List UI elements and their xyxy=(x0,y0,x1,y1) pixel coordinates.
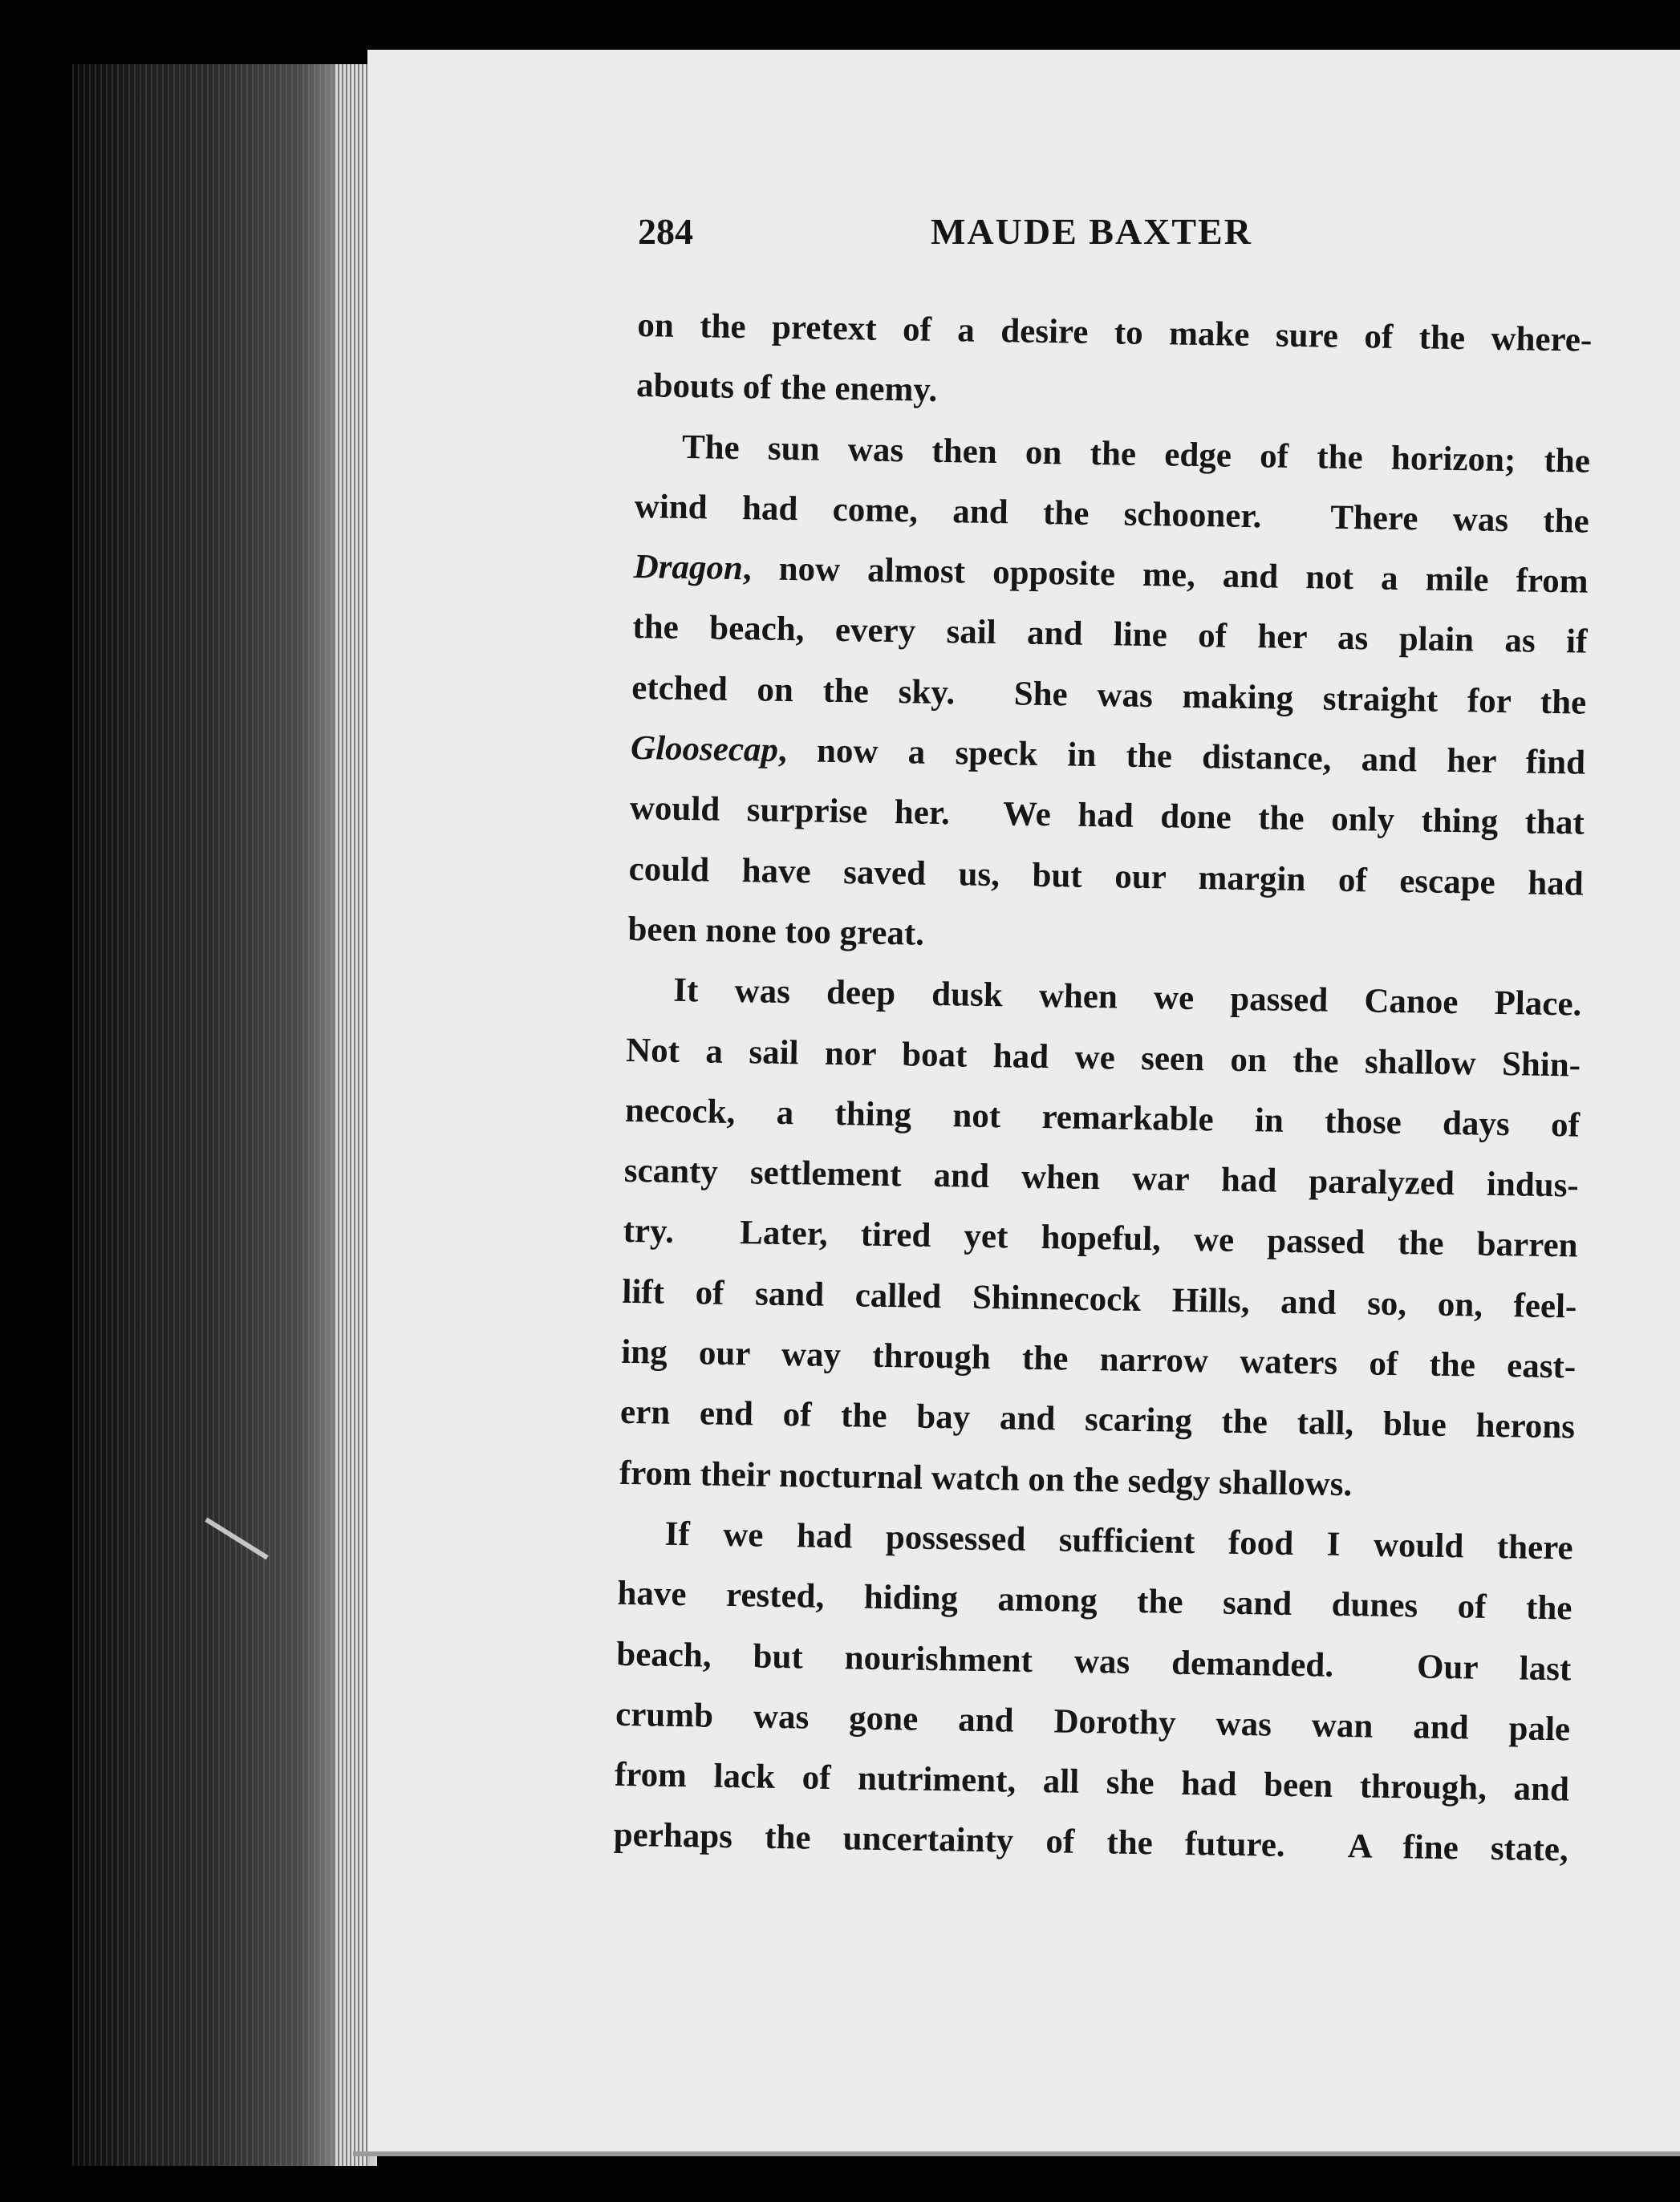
text-line: If we had possessed sufficient food I would there xyxy=(664,1515,1573,1567)
text-line: lift of sand called Shinnecock Hills, and so, on, feel- xyxy=(622,1272,1577,1326)
running-head xyxy=(638,210,1568,266)
text-line: abouts of the enemy. xyxy=(635,367,938,410)
text-line: could have saved us, but our margin of escape had xyxy=(628,850,1584,903)
text-line: have rested, hiding among the sand dunes of the xyxy=(617,1575,1572,1628)
book-title: MAUDE BAXTER xyxy=(931,211,1252,252)
text-line: Dragon, now almost opposite me, and not a mile from xyxy=(633,548,1589,601)
body-text xyxy=(613,295,1593,1880)
text-line: the beach, every sail and line of her as plain as if xyxy=(632,608,1588,662)
text-line: The sun was then on the edge of the horizon; the xyxy=(681,428,1591,481)
text-line: beach, but nourishment was demanded. Our last xyxy=(616,1635,1572,1689)
ship-name-dragon: Dragon xyxy=(633,548,744,588)
text-line: would surprise her. We had done the only thing that xyxy=(629,789,1585,842)
text-line: wind had come, and the schooner. There was the xyxy=(634,487,1590,541)
page-edges xyxy=(72,64,377,2166)
text-line: on the pretext of a desire to make sure of the where- xyxy=(637,306,1593,359)
page-bottom-edge xyxy=(353,2151,1680,2156)
text-line: been none too great. xyxy=(627,910,925,953)
text-line: perhaps the uncertainty of the future. A fine state, xyxy=(613,1816,1569,1869)
text-line: etched on the sky. She was making straight for the xyxy=(631,668,1587,722)
text-line: crumb was gone and Dorothy was wan and pale xyxy=(615,1695,1571,1749)
text-line: try. Later, tired yet hopeful, we passed the barren xyxy=(623,1212,1578,1265)
text-line: from their nocturnal watch on the sedgy shallows. xyxy=(619,1454,1353,1503)
text-line: necock, a thing not remarkable in those days of xyxy=(624,1091,1581,1145)
text-line: Gloosecap, now a speck in the distance, and her find xyxy=(630,729,1586,782)
text-line: Not a sail nor boat had we seen on the shallow Shin- xyxy=(625,1031,1581,1085)
ship-name-gloosecap: Gloosecap xyxy=(630,729,779,769)
page-edge-strip xyxy=(335,64,367,2166)
text-line: from lack of nutriment, all she had been through, and xyxy=(614,1755,1570,1809)
text-line: ing our way through the narrow waters of the east- xyxy=(620,1332,1577,1386)
text-line: scanty settlement and when war had paralyzed indus- xyxy=(623,1152,1580,1205)
page-number: 284 xyxy=(638,211,693,252)
text-line: ern end of the bay and scaring the tall, blue herons xyxy=(619,1393,1576,1446)
text-line: It was deep dusk when we passed Canoe Place. xyxy=(673,971,1582,1024)
